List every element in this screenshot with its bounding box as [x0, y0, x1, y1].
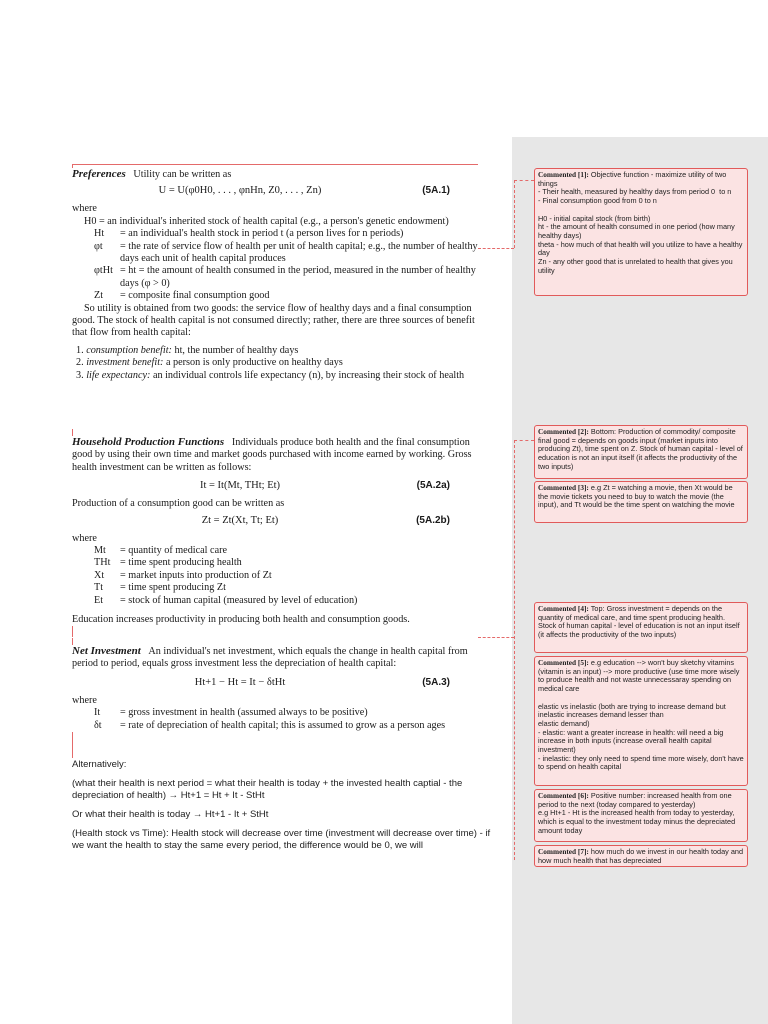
benefit-number: 3. [76, 369, 84, 381]
comment-tag: Commented [3]: [538, 483, 589, 492]
benefit-number: 2. [76, 357, 84, 369]
benefit-item [76, 345, 478, 357]
definition-symbol: THt [94, 557, 111, 569]
equation-formula: Zt = Zt(Xt, Tt; Et) [201, 514, 279, 526]
note-paragraph[interactable]: Alternatively: [72, 759, 127, 770]
definition-text: = market inputs into production of Zt [120, 569, 272, 581]
benefit-label: life expectancy: [86, 369, 151, 381]
definition-text: = gross investment in health (assumed always to be positive) [120, 707, 368, 719]
comment-5[interactable] [534, 656, 748, 786]
note-paragraph[interactable]: (what their health is next period = what their health is today + the invested health captial - the depreciation of health) → Ht+1 = Ht + It - StHt [72, 778, 463, 801]
where-label: where [72, 694, 97, 706]
comment-body: Bottom: Production of commodity/ composite final good = depends on goods input (market inputs into producing Zt), time spent on Z. Stock of human capital - level of education is not an input itself (it affects the productivity of the two inputs) [538, 427, 745, 471]
definition-symbol: Mt [94, 545, 106, 557]
definition-list [94, 707, 478, 732]
education-note: Education increases productivity in producing both health and consumption goods. [72, 614, 410, 626]
definition-text: = composite final consumption good [120, 290, 270, 302]
comment-body: e.g Zt = watching a movie, then Xt would be the movie tickets you need to buy to watch the movie (the input), and Tt would be the time spent on watching the movie [538, 483, 735, 510]
definition-text: = rate of depreciation of health capital; this is assumed to grow as a person ages [120, 719, 446, 731]
preferences-intro: Utility can be written as [133, 169, 232, 180]
where-label: where [72, 532, 97, 544]
comment-connector [478, 637, 514, 638]
definition-symbol: Tt [94, 582, 104, 594]
comment-tag: Commented [5]: [538, 658, 589, 667]
comment-connector [514, 440, 534, 441]
equation-formula: U = U(φ0H0, . . . , φnHn, Z0, . . . , Zn) [158, 185, 322, 197]
definition-text: = quantity of medical care [120, 545, 228, 557]
comment-7[interactable] [534, 845, 748, 867]
h0-definition: H0 = an individual's inherited stock of health capital (e.g., a person's genetic endowment) [84, 215, 449, 227]
definition-symbol: It [94, 707, 101, 719]
note-paragraph[interactable]: Or what their health is today → Ht+1 - It + StHt [72, 809, 269, 820]
net-investment-equation [72, 675, 478, 693]
comment-tag: Commented [2]: [538, 427, 589, 436]
definition-text: = time spent producing health [120, 557, 242, 569]
definition-symbol: φt [94, 240, 103, 252]
definition-row [94, 570, 478, 582]
definition-text: = the rate of service flow of health per unit of health capital; e.g., the number of healthy days each unit of health capital produces [120, 240, 478, 265]
definition-symbol: δt [94, 719, 102, 731]
equation-formula: Ht+1 − Ht = It − δtHt [194, 676, 286, 688]
net-investment-section [72, 645, 478, 732]
comment-body: Positive number: increased health from one period to the next (today compared to yesterday) e.g Ht+1 - Ht is the increased health from today to yesterday, which is equal to the investment today minus the depreciated amount today [538, 791, 736, 835]
consumption-intro: Production of a consumption good can be written as [72, 498, 285, 510]
definition-row [94, 557, 478, 569]
equation-number: (5A.2a) [416, 480, 450, 492]
definition-row [94, 720, 478, 732]
benefit-label: consumption benefit: [86, 344, 172, 356]
comment-4[interactable] [534, 602, 748, 653]
definition-row [94, 241, 478, 266]
definition-list [94, 228, 478, 302]
comment-1[interactable] [534, 168, 748, 296]
definition-row [94, 290, 478, 302]
comment-body: Objective function - maximize utility of two things - Their health, measured by healthy days from period 0 to n - Final consumption good from 0 to n H0 - initial capital stock (from birth) ht - the amount of health consumed in one period (how many healthy days) theta - how much of that health will you utilize to have a healthy day Zn - any other good that is unrelated to health that gives you utility [538, 170, 743, 275]
comment-6[interactable] [534, 789, 748, 842]
comment-body: e.g education --> won't buy sketchy vitamins (vitamin is an input) --> more productive (use time more wisely to produce health and not waste unnecessaray spending on medical care elastic vs inelastic (both are trying to increase demand but inelastic increases demand lesser than elastic demand) - elastic: want a greater increase in health: will need a big increase in both inputs (increase overall health capital investment) - inelastic: they only need to spend time more wisely, don't have to spend on health capital [538, 658, 744, 772]
comment-body: how much do we invest in our health today and how much health that has depreciated [538, 847, 746, 865]
equation-formula: It = It(Mt, THt; Et) [199, 480, 281, 492]
equation-number: (5A.3) [422, 676, 450, 688]
definition-row [94, 707, 478, 719]
comment-connector [514, 440, 515, 860]
comment-tag: Commented [1]: [538, 170, 589, 179]
definition-symbol: Et [94, 594, 104, 606]
note-paragraph[interactable]: (Health stock vs Time): Health stock will decrease over time (investment will decrease over time) - if we want the health to stay the same every period, the difference would be 0, we will [72, 828, 491, 851]
household-intro: Individuals produce both health and the final consumption good by using their own time and market goods purchased with income earned by working. Gross health investment can be written as follows: [72, 437, 472, 473]
net-investment-heading: Net Investment [72, 645, 141, 657]
household-production-section [72, 436, 478, 626]
net-investment-intro: An individual's net investment, which equals the change in health capital from period to period, equals gross investment less the depreciation of health capital: [72, 646, 468, 670]
definition-symbol: Ht [94, 228, 105, 240]
where-label: where [72, 203, 97, 215]
comment-2[interactable] [534, 425, 748, 479]
utility-paragraph: So utility is obtained from two goods: the service flow of healthy days and a final consumption good. The stock of health capital is not consumed directly; rather, there are three sources of benefit that flow from health capital: [72, 302, 475, 339]
definition-text: = ht = the amount of health consumed in the period, measured in the number of healthy days (φ > 0) [120, 265, 476, 289]
definition-row [94, 265, 478, 290]
definition-text: = an individual's health stock in period t (a person lives for n periods) [120, 228, 404, 240]
definition-row [94, 545, 478, 557]
equation-number: (5A.1) [422, 185, 450, 197]
comment-3[interactable] [534, 481, 748, 523]
definition-text: = stock of human capital (measured by level of education) [120, 594, 358, 606]
definition-list [94, 545, 478, 607]
comment-connector [478, 248, 514, 249]
benefit-text: a person is only productive on healthy days [165, 357, 343, 369]
preferences-heading: Preferences [72, 168, 126, 180]
consumption-equation [72, 513, 478, 531]
gross-investment-equation [72, 478, 478, 496]
comment-connector [514, 180, 534, 181]
household-heading: Household Production Functions [72, 436, 225, 448]
comment-tag: Commented [6]: [538, 791, 589, 800]
comment-tag: Commented [7]: [538, 847, 589, 856]
benefit-text: ht, the number of healthy days [174, 344, 299, 356]
comment-range-marker [72, 164, 478, 165]
utility-equation [72, 183, 478, 201]
definition-symbol: Zt [94, 290, 104, 302]
benefit-item [76, 370, 478, 382]
equation-number: (5A.2b) [416, 514, 450, 526]
benefit-list [76, 345, 478, 382]
comment-tag: Commented [4]: [538, 604, 589, 613]
typed-notes [72, 759, 502, 859]
benefit-text: an individual controls life expectancy (n), by increasing their stock of health [152, 369, 465, 381]
definition-row [94, 228, 478, 240]
benefit-number: 1. [76, 344, 84, 356]
benefit-item [76, 357, 478, 369]
definition-symbol: Xt [94, 569, 105, 581]
definition-text: = time spent producing Zt [120, 582, 226, 594]
preferences-section [72, 168, 478, 382]
comment-body: Top: Gross investment = depends on the quantity of medical care, and time spent producing health. Stock of human capital - level of education is not an input itself (it affects the productivity of the two inputs) [538, 604, 742, 640]
definition-row [94, 582, 478, 594]
comment-connector [514, 180, 515, 248]
benefit-label: investment benefit: [86, 357, 164, 369]
definition-row [94, 595, 478, 607]
definition-symbol: φtHt [94, 265, 113, 277]
